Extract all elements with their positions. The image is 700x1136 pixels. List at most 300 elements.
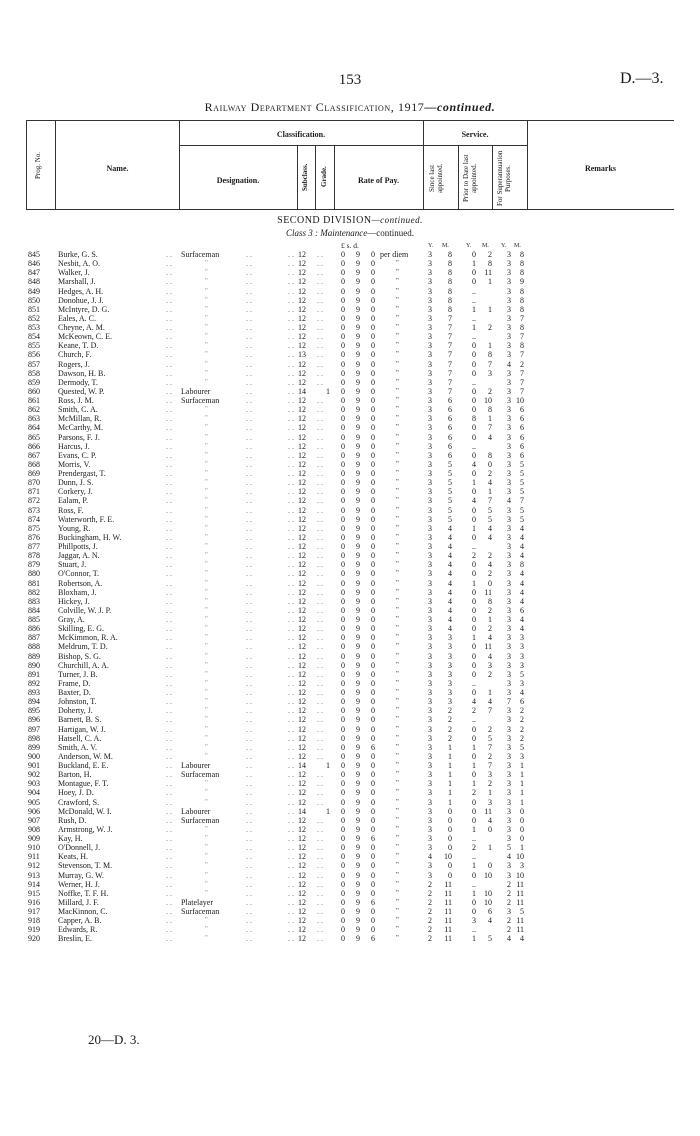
- leader-dots: . .: [246, 824, 252, 834]
- table-row: [0, 871, 700, 880]
- row-designation: ": [205, 733, 208, 742]
- leader-dots: . .: [317, 450, 323, 460]
- leader-dots: . .: [166, 678, 172, 688]
- table-row: [0, 652, 700, 661]
- row-super-months: 3: [520, 633, 524, 643]
- row-number: 870: [28, 478, 40, 488]
- leader-dots: . .: [246, 797, 252, 807]
- row-rate-period: ": [396, 505, 399, 514]
- row-super-months: 4: [520, 542, 524, 551]
- row-prior-months: 4: [488, 633, 492, 643]
- row-since-months: 2: [448, 706, 452, 716]
- row-prior-years: 0: [472, 770, 476, 780]
- table-row: [0, 597, 700, 606]
- row-subclass: 13: [298, 350, 306, 360]
- leader-dots: . .: [246, 660, 252, 670]
- leader-dots: . .: [317, 332, 323, 342]
- row-pounds: 0: [341, 386, 345, 396]
- leader-dots: . .: [317, 414, 323, 424]
- row-shillings: 9: [356, 359, 360, 369]
- row-prior-months: 0: [488, 578, 492, 588]
- row-rate-period: ": [396, 341, 399, 350]
- row-since-months: 10: [444, 852, 452, 862]
- table-row: [0, 305, 700, 314]
- row-name: Hickey, J.: [58, 596, 90, 606]
- row-since-years: 3: [428, 669, 432, 679]
- row-pounds: 0: [341, 423, 345, 433]
- row-number: 854: [28, 332, 40, 342]
- leader-dots: . .: [288, 624, 294, 634]
- leader-dots: . .: [288, 824, 294, 834]
- table-row: [0, 451, 700, 460]
- row-designation: ": [205, 523, 208, 532]
- row-pence: 0: [371, 907, 375, 916]
- division-name: SECOND DIVISION: [277, 215, 372, 226]
- row-since-months: 2: [448, 715, 452, 725]
- row-prior-years: 2: [472, 788, 476, 798]
- row-designation: ": [205, 487, 208, 496]
- row-super-months: 6: [520, 441, 524, 451]
- row-shillings: 9: [356, 678, 360, 688]
- row-subclass: 12: [298, 824, 306, 834]
- row-rate-period: ": [396, 396, 399, 404]
- row-since-years: 2: [428, 934, 432, 944]
- leader-dots: . .: [288, 852, 294, 862]
- row-shillings: 9: [356, 532, 360, 542]
- row-since-months: 1: [448, 751, 452, 761]
- row-super-months: 0: [520, 815, 524, 825]
- table-row: [0, 642, 700, 651]
- row-designation: ": [205, 268, 208, 277]
- leader-dots: . .: [317, 688, 323, 697]
- leader-dots: . .: [317, 441, 323, 451]
- row-pence: 0: [371, 651, 375, 661]
- row-shillings: 9: [356, 669, 360, 679]
- row-prior-years: 1: [472, 523, 476, 533]
- row-rate-period: ": [396, 651, 399, 660]
- row-name: Buckland, E. E.: [58, 761, 109, 770]
- row-pounds: 0: [341, 304, 345, 314]
- row-super-years: 3: [507, 259, 511, 269]
- row-shillings: 9: [356, 323, 360, 332]
- row-since-years: 3: [428, 414, 432, 424]
- row-super-years: 3: [507, 277, 511, 287]
- row-number: 851: [28, 304, 40, 314]
- row-since-months: 0: [448, 843, 452, 853]
- row-super-months: 8: [520, 250, 524, 259]
- row-rate-period: ": [396, 423, 399, 432]
- row-name: Hartigan, W. J.: [58, 724, 106, 734]
- leader-dots: . .: [288, 888, 294, 898]
- row-rate-period: ": [396, 578, 399, 587]
- row-super-months: 3: [520, 651, 524, 661]
- row-pounds: 0: [341, 587, 345, 597]
- leader-dots: . .: [317, 596, 323, 606]
- row-since-months: 11: [444, 925, 452, 935]
- row-since-months: 7: [448, 313, 452, 323]
- row-name: Hoey, J. D.: [58, 788, 94, 798]
- row-prior-months: 2: [488, 469, 492, 478]
- row-designation: ": [205, 706, 208, 715]
- row-super-months: 4: [520, 596, 524, 606]
- row-subclass: 12: [298, 733, 306, 743]
- table-row: [0, 834, 700, 843]
- row-designation: ": [205, 304, 208, 313]
- row-shillings: 9: [356, 368, 360, 378]
- leader-dots: . .: [288, 487, 294, 497]
- leader-dots: . .: [288, 341, 294, 351]
- row-subclass: 12: [298, 423, 306, 433]
- row-pounds: 0: [341, 277, 345, 287]
- row-super-years: 3: [507, 870, 511, 880]
- row-name: Corkery, J.: [58, 487, 93, 497]
- row-prior-months: 7: [488, 423, 492, 433]
- leader-dots: . .: [166, 797, 172, 807]
- table-row: [0, 752, 700, 761]
- row-prior-months: 11: [484, 587, 492, 597]
- row-prior-years: 0: [472, 514, 476, 524]
- leader-dots: . .: [317, 469, 323, 478]
- leader-dots: . .: [246, 852, 252, 862]
- row-pence: 0: [371, 514, 375, 524]
- row-pounds: 0: [341, 624, 345, 634]
- row-number: 858: [28, 368, 40, 378]
- leader-dots: . .: [246, 761, 252, 770]
- row-super-years: 3: [507, 250, 511, 259]
- row-since-years: 3: [428, 569, 432, 579]
- row-shillings: 9: [356, 624, 360, 634]
- row-prior-months: 4: [488, 697, 492, 707]
- row-prior-years: 0: [472, 277, 476, 287]
- leader-dots: . .: [246, 505, 252, 515]
- row-name: Phillpotts, J.: [58, 542, 98, 551]
- row-designation: ": [205, 405, 208, 414]
- row-number: 846: [28, 259, 40, 269]
- row-pence: 0: [371, 432, 375, 442]
- leader-dots: . .: [246, 423, 252, 433]
- row-name: Prendergast, T.: [58, 469, 106, 478]
- row-designation: ": [205, 450, 208, 459]
- row-super-years: 3: [507, 633, 511, 643]
- row-prior-months: 1: [488, 304, 492, 314]
- row-super-years: 3: [507, 459, 511, 469]
- row-pounds: 0: [341, 788, 345, 798]
- row-number: 911: [28, 852, 40, 862]
- row-shillings: 9: [356, 706, 360, 716]
- row-since-months: 1: [448, 779, 452, 789]
- row-since-months: 7: [448, 359, 452, 369]
- row-since-months: 7: [448, 386, 452, 396]
- row-pence: 0: [371, 578, 375, 588]
- row-since-years: 3: [428, 268, 432, 278]
- row-prior-years: 1: [472, 633, 476, 643]
- row-designation: ": [205, 313, 208, 322]
- table-row: [0, 734, 700, 743]
- row-rate-period: ": [396, 313, 399, 322]
- row-super-months: 2: [520, 359, 524, 369]
- row-prior-years: 1: [472, 478, 476, 488]
- row-subclass: 12: [298, 916, 306, 926]
- leader-dots: . .: [166, 323, 172, 332]
- row-pence: 0: [371, 815, 375, 825]
- row-name: Johnston, T.: [58, 697, 97, 707]
- leader-dots: . .: [288, 806, 294, 816]
- row-pounds: 0: [341, 916, 345, 926]
- row-number: 845: [28, 250, 40, 259]
- row-name: Anderson, W. M.: [58, 751, 113, 761]
- row-pence: 0: [371, 879, 375, 889]
- table-row: [0, 515, 700, 524]
- row-shillings: 9: [356, 514, 360, 524]
- table-row: [0, 898, 700, 907]
- row-number: 867: [28, 450, 40, 460]
- row-since-months: 3: [448, 697, 452, 707]
- row-rate-period: ": [396, 450, 399, 459]
- leader-dots: . .: [317, 432, 323, 442]
- table-row: [0, 250, 700, 259]
- leader-dots: . .: [166, 542, 172, 551]
- row-rate-period: ": [396, 569, 399, 578]
- row-super-years: 3: [507, 532, 511, 542]
- row-super-years: 3: [507, 323, 511, 332]
- unit-y: Y.: [466, 243, 472, 249]
- leader-dots: . .: [317, 779, 323, 789]
- row-since-months: 3: [448, 669, 452, 679]
- table-row: [0, 277, 700, 286]
- row-since-years: 3: [428, 843, 432, 853]
- row-shillings: 9: [356, 377, 360, 387]
- row-rate-period: ": [396, 934, 399, 943]
- row-rate-period: ": [396, 478, 399, 487]
- row-number: 848: [28, 277, 40, 287]
- leader-dots: . .: [166, 788, 172, 798]
- row-name: Baxter, D.: [58, 688, 91, 697]
- leader-dots: . .: [166, 724, 172, 734]
- leader-dots: . .: [317, 697, 323, 707]
- leader-dots: . .: [288, 596, 294, 606]
- row-pounds: 0: [341, 514, 345, 524]
- row-number: 876: [28, 532, 40, 542]
- row-shillings: 9: [356, 423, 360, 433]
- row-name: Stevenson, T. M.: [58, 861, 113, 871]
- leader-dots: . .: [166, 441, 172, 451]
- row-super-months: 3: [520, 751, 524, 761]
- row-pounds: 0: [341, 268, 345, 278]
- row-prior-years: 3: [472, 916, 476, 926]
- row-rate-period: ": [396, 532, 399, 541]
- row-super-years: 3: [507, 313, 511, 323]
- table-row: [0, 807, 700, 816]
- row-prior-months: 2: [488, 551, 492, 561]
- row-rate-period: ": [396, 916, 399, 925]
- row-subclass: 14: [298, 761, 306, 770]
- row-super-months: 4: [520, 532, 524, 542]
- table-row: [0, 843, 700, 852]
- row-pounds: 0: [341, 834, 345, 843]
- row-name: McIntyre, D. G.: [58, 304, 110, 314]
- leader-dots: . .: [246, 779, 252, 789]
- row-subclass: 12: [298, 450, 306, 460]
- row-pounds: 0: [341, 715, 345, 725]
- row-prior-years: 1: [472, 761, 476, 770]
- leader-dots: . .: [246, 313, 252, 323]
- leader-dots: . .: [288, 560, 294, 570]
- row-super-months: 4: [520, 615, 524, 624]
- row-rate-period: ": [396, 907, 399, 915]
- leader-dots: . .: [288, 268, 294, 278]
- row-super-months: 7: [520, 368, 524, 378]
- row-prior-months: 7: [488, 706, 492, 716]
- leader-dots: . .: [166, 605, 172, 615]
- leader-dots: . .: [166, 405, 172, 415]
- row-super-years: 3: [507, 642, 511, 652]
- row-super-years: 3: [507, 596, 511, 606]
- row-name: Frame, D.: [58, 678, 91, 688]
- row-super-months: 8: [520, 286, 524, 296]
- leader-dots: . .: [166, 934, 172, 944]
- table-row: [0, 816, 700, 825]
- row-rate-period: ": [396, 377, 399, 386]
- row-since-months: 3: [448, 678, 452, 688]
- row-pounds: 0: [341, 697, 345, 707]
- table-row: [0, 633, 700, 642]
- row-since-years: 3: [428, 459, 432, 469]
- row-pounds: 0: [341, 496, 345, 506]
- leader-dots: . .: [246, 414, 252, 424]
- row-since-years: 3: [428, 688, 432, 697]
- leader-dots: . .: [166, 834, 172, 843]
- leader-dots: . .: [317, 377, 323, 387]
- leader-dots: . .: [246, 587, 252, 597]
- row-pounds: 0: [341, 669, 345, 679]
- row-subclass: 12: [298, 688, 306, 697]
- row-since-months: 6: [448, 441, 452, 451]
- row-pence: 0: [371, 624, 375, 634]
- leader-dots: . .: [317, 341, 323, 351]
- row-name: Stuart, J.: [58, 560, 87, 570]
- row-super-years: 3: [507, 615, 511, 624]
- row-pounds: 0: [341, 560, 345, 570]
- row-pounds: 0: [341, 323, 345, 332]
- row-prior-months: 4: [488, 532, 492, 542]
- leader-dots: . .: [166, 925, 172, 935]
- leader-dots: . .: [288, 505, 294, 515]
- header-subclass: Subclass.: [301, 163, 309, 191]
- leader-dots: . .: [246, 478, 252, 488]
- row-prior-months: 8: [488, 259, 492, 269]
- row-super-years: 3: [507, 432, 511, 442]
- row-prior-years: 0: [472, 505, 476, 515]
- row-rate-period: ": [396, 596, 399, 605]
- row-since-years: 3: [428, 834, 432, 843]
- row-super-months: 10: [516, 870, 524, 880]
- row-since-years: 3: [428, 277, 432, 287]
- row-pounds: 0: [341, 879, 345, 889]
- leader-dots: . .: [246, 788, 252, 798]
- row-prior-years: 0: [472, 870, 476, 880]
- leader-dots: . .: [166, 715, 172, 725]
- row-number: 887: [28, 633, 40, 643]
- row-name: Young, R.: [58, 523, 91, 533]
- row-prior-years: 0: [472, 268, 476, 278]
- leader-dots: . .: [288, 368, 294, 378]
- row-pence: 0: [371, 259, 375, 269]
- row-super-months: 3: [520, 861, 524, 871]
- row-designation: ": [205, 797, 208, 806]
- row-super-months: 7: [520, 313, 524, 323]
- row-name: Keane, T. D.: [58, 341, 99, 351]
- leader-dots: . .: [317, 669, 323, 679]
- table-row: [0, 350, 700, 359]
- row-prior-years: ..: [472, 715, 476, 725]
- row-pence: 0: [371, 323, 375, 332]
- row-since-months: 1: [448, 770, 452, 780]
- row-super-months: 5: [520, 459, 524, 469]
- row-since-months: 8: [448, 277, 452, 287]
- table-row: [0, 679, 700, 688]
- table-row: [0, 460, 700, 469]
- row-pounds: 0: [341, 751, 345, 761]
- table-row: [0, 606, 700, 615]
- row-since-months: 4: [448, 542, 452, 551]
- row-designation: ": [205, 569, 208, 578]
- row-pounds: 0: [341, 761, 345, 770]
- row-rate-period: ": [396, 834, 399, 842]
- leader-dots: . .: [317, 925, 323, 935]
- row-number: 892: [28, 678, 40, 688]
- leader-dots: . .: [246, 377, 252, 387]
- row-pounds: 0: [341, 615, 345, 624]
- row-prior-years: 0: [472, 907, 476, 916]
- row-designation: ": [205, 478, 208, 487]
- row-subclass: 12: [298, 250, 306, 259]
- row-since-months: 3: [448, 688, 452, 697]
- row-rate-period: ": [396, 897, 399, 906]
- row-rate-period: ": [396, 542, 399, 550]
- row-shillings: 9: [356, 569, 360, 579]
- leader-dots: . .: [246, 861, 252, 871]
- row-number: 896: [28, 715, 40, 725]
- row-prior-months: 8: [488, 450, 492, 460]
- class-label: Class 3 :: [286, 228, 319, 238]
- row-pounds: 0: [341, 596, 345, 606]
- row-designation: ": [205, 359, 208, 368]
- row-rate-period: ": [396, 514, 399, 523]
- leader-dots: . .: [288, 441, 294, 451]
- row-grade: 1: [326, 806, 330, 816]
- leader-dots: . .: [246, 925, 252, 935]
- table-row: [0, 934, 700, 943]
- row-super-months: 0: [520, 834, 524, 843]
- row-prior-months: 7: [488, 359, 492, 369]
- row-name: Crawford, S.: [58, 797, 100, 807]
- leader-dots: . .: [317, 286, 323, 296]
- row-pounds: 0: [341, 450, 345, 460]
- row-number: 885: [28, 615, 40, 624]
- row-name: Werner, H. J.: [58, 879, 100, 889]
- leader-dots: . .: [166, 642, 172, 652]
- leader-dots: . .: [288, 770, 294, 780]
- row-super-months: 7: [520, 332, 524, 342]
- row-super-months: 11: [516, 916, 524, 926]
- leader-dots: . .: [317, 396, 323, 405]
- row-name: Nesbit, A. O.: [58, 259, 100, 269]
- row-rate-period: ": [396, 678, 399, 687]
- row-designation: ": [205, 377, 208, 386]
- row-shillings: 9: [356, 605, 360, 615]
- leader-dots: . .: [317, 615, 323, 624]
- leader-dots: . .: [317, 350, 323, 360]
